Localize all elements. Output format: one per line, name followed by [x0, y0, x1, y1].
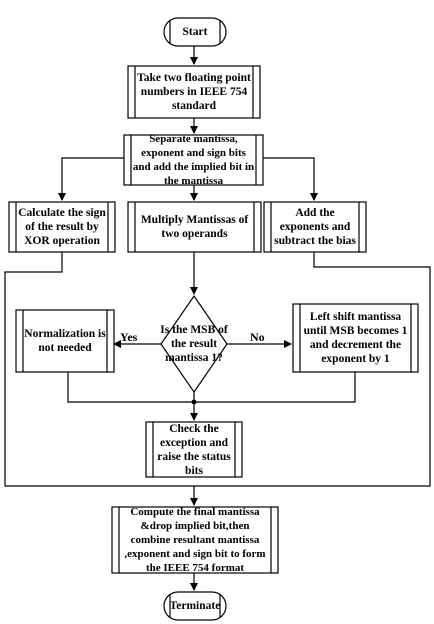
decision-label: Is the MSB of the result mantissa 1? [160, 324, 228, 364]
terminate-node-label: Terminate [169, 600, 221, 612]
exponent-box-label: Add the exponents and subtract the bias [274, 207, 356, 247]
separate-box-label: Separate mantissa, exponent and sign bits and add the implied bit in the mantissa [132, 133, 255, 187]
start-node-label: Start [182, 26, 208, 38]
no-edge-label: No [250, 330, 265, 344]
edge-separate-to-exponent [263, 158, 314, 200]
nonorm-box-label: Normalization is not needed [24, 328, 106, 354]
junction-dot [192, 400, 197, 405]
final-box-label: Compute the final mantissa &drop implied bit,then combine resultant mantissa ,exponent and sign bit to form the IEEE 754 format [124, 506, 266, 574]
edge-nonorm-to-join [68, 372, 194, 402]
exception-box-label: Check the exception and raise the status bits [157, 422, 231, 477]
edge-separate-to-sign [62, 158, 124, 200]
edge-leftshift-to-join [194, 372, 355, 402]
input-box-label: Take two floating point numbers in IEEE 754 standard [137, 72, 251, 112]
multiply-box-label: Multiply Mantissas of two operands [140, 214, 249, 240]
yes-edge-label: Yes [120, 330, 138, 344]
leftshift-box-label: Left shift mantissa until MSB becomes 1 and decrement the exponent by 1 [303, 311, 408, 365]
sign-box-label: Calculate the sign of the result by XOR operation [18, 207, 106, 247]
